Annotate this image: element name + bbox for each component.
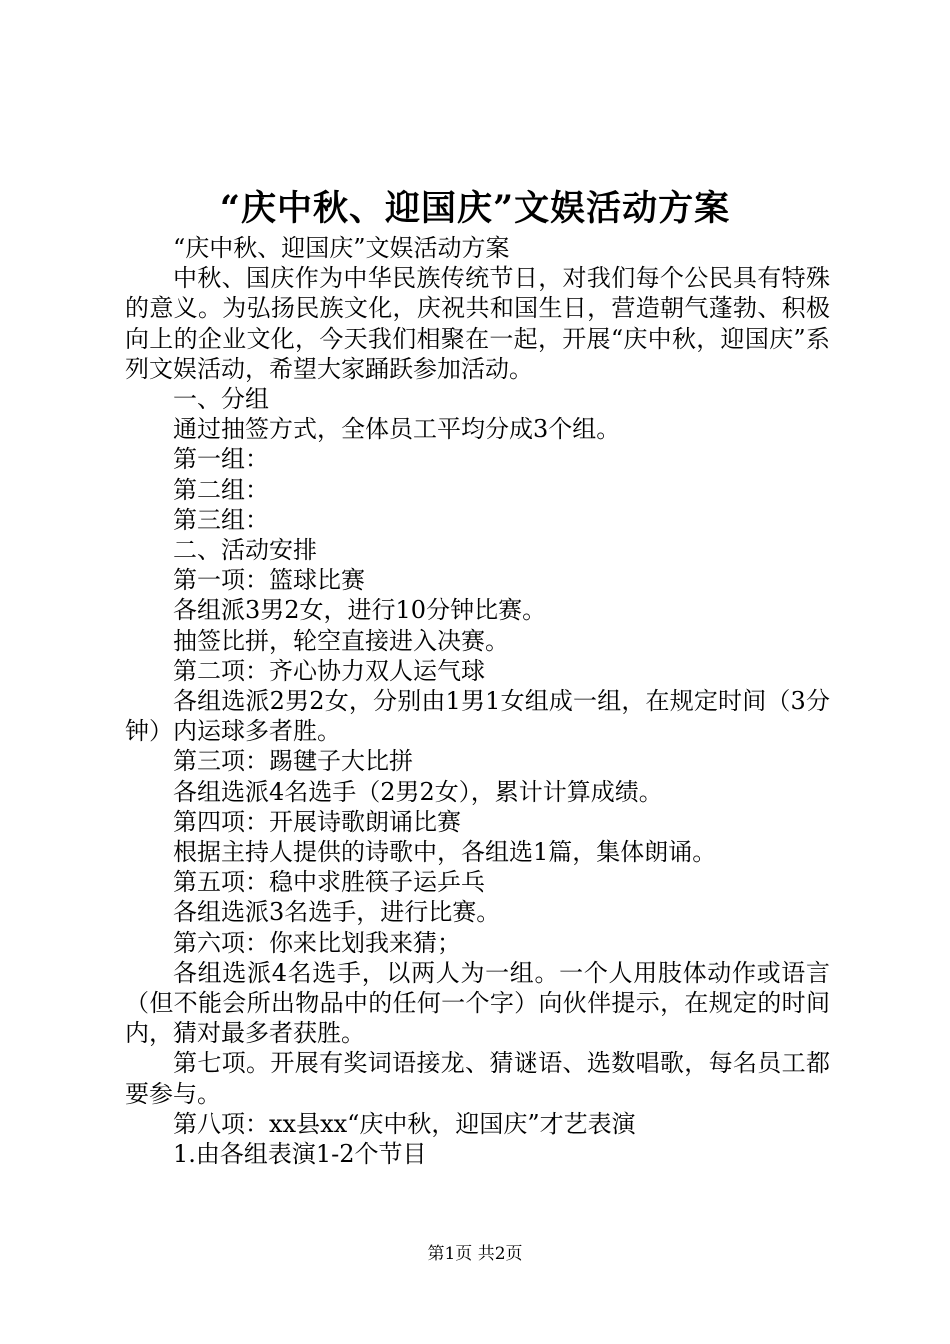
paragraph: 抽签比拼，轮空直接进入决赛。	[173, 626, 509, 655]
activity-item-6: 第六项：你来比划我来猜；	[173, 928, 461, 957]
paragraph: 各组选派3名选手，进行比赛。	[173, 898, 501, 927]
paragraph: 各组选派4名选手（2男2女），累计计算成绩。	[173, 777, 663, 806]
group-two: 第二组：	[173, 475, 269, 504]
activity-item-1: 第一项：篮球比赛	[173, 566, 365, 595]
activity-item-8: 第八项：xx县xx“庆中秋，迎国庆”才艺表演	[173, 1109, 636, 1138]
paragraph: 各组选派2男2女，分别由1男1女组成一组，在规定时间（3分钟）内运球多者胜。	[125, 687, 830, 746]
activity-item-7: 第七项。开展有奖词语接龙、猜谜语、选数唱歌，每名员工都要参与。	[125, 1049, 830, 1108]
page-title: “庆中秋、迎国庆”文娱活动方案	[219, 188, 731, 229]
section-heading-grouping: 一、分组	[173, 385, 269, 414]
activity-item-4: 第四项：开展诗歌朗诵比赛	[173, 807, 461, 836]
paragraph-subtitle: “庆中秋、迎国庆”文娱活动方案	[173, 234, 510, 262]
paragraph: 根据主持人提供的诗歌中，各组选1篇，集体朗诵。	[173, 838, 717, 867]
paragraph: 1.由各组表演1-2个节目	[173, 1140, 427, 1169]
group-one: 第一组：	[173, 445, 269, 474]
paragraph: 各组派3男2女，进行10分钟比赛。	[173, 596, 547, 625]
section-heading-schedule: 二、活动安排	[173, 536, 317, 565]
activity-item-3: 第三项：踢毽子大比拼	[173, 747, 413, 776]
paragraph-intro: 中秋、国庆作为中华民族传统节日，对我们每个公民具有特殊的意义。为弘扬民族文化，庆祝共和国生日，营造朝气蓬勃、积极向上的企业文化，今天我们相聚在一起，开展“庆中秋，迎国庆”系列文娱活动，希望大家踊跃参加活动。	[125, 264, 830, 383]
paragraph: 通过抽签方式，全体员工平均分成3个组。	[173, 415, 621, 444]
paragraph: 各组选派4名选手，以两人为一组。一个人用肢体动作或语言（但不能会所出物品中的任何一个字）向伙伴提示，在规定的时间内，猜对最多者获胜。	[125, 958, 830, 1048]
group-three: 第三组：	[173, 505, 269, 534]
document-body	[125, 233, 830, 1169]
page-footer: 第1页 共2页	[427, 1244, 523, 1264]
activity-item-2: 第二项：齐心协力双人运气球	[173, 656, 485, 685]
activity-item-5: 第五项：稳中求胜筷子运乒乓	[173, 868, 485, 897]
